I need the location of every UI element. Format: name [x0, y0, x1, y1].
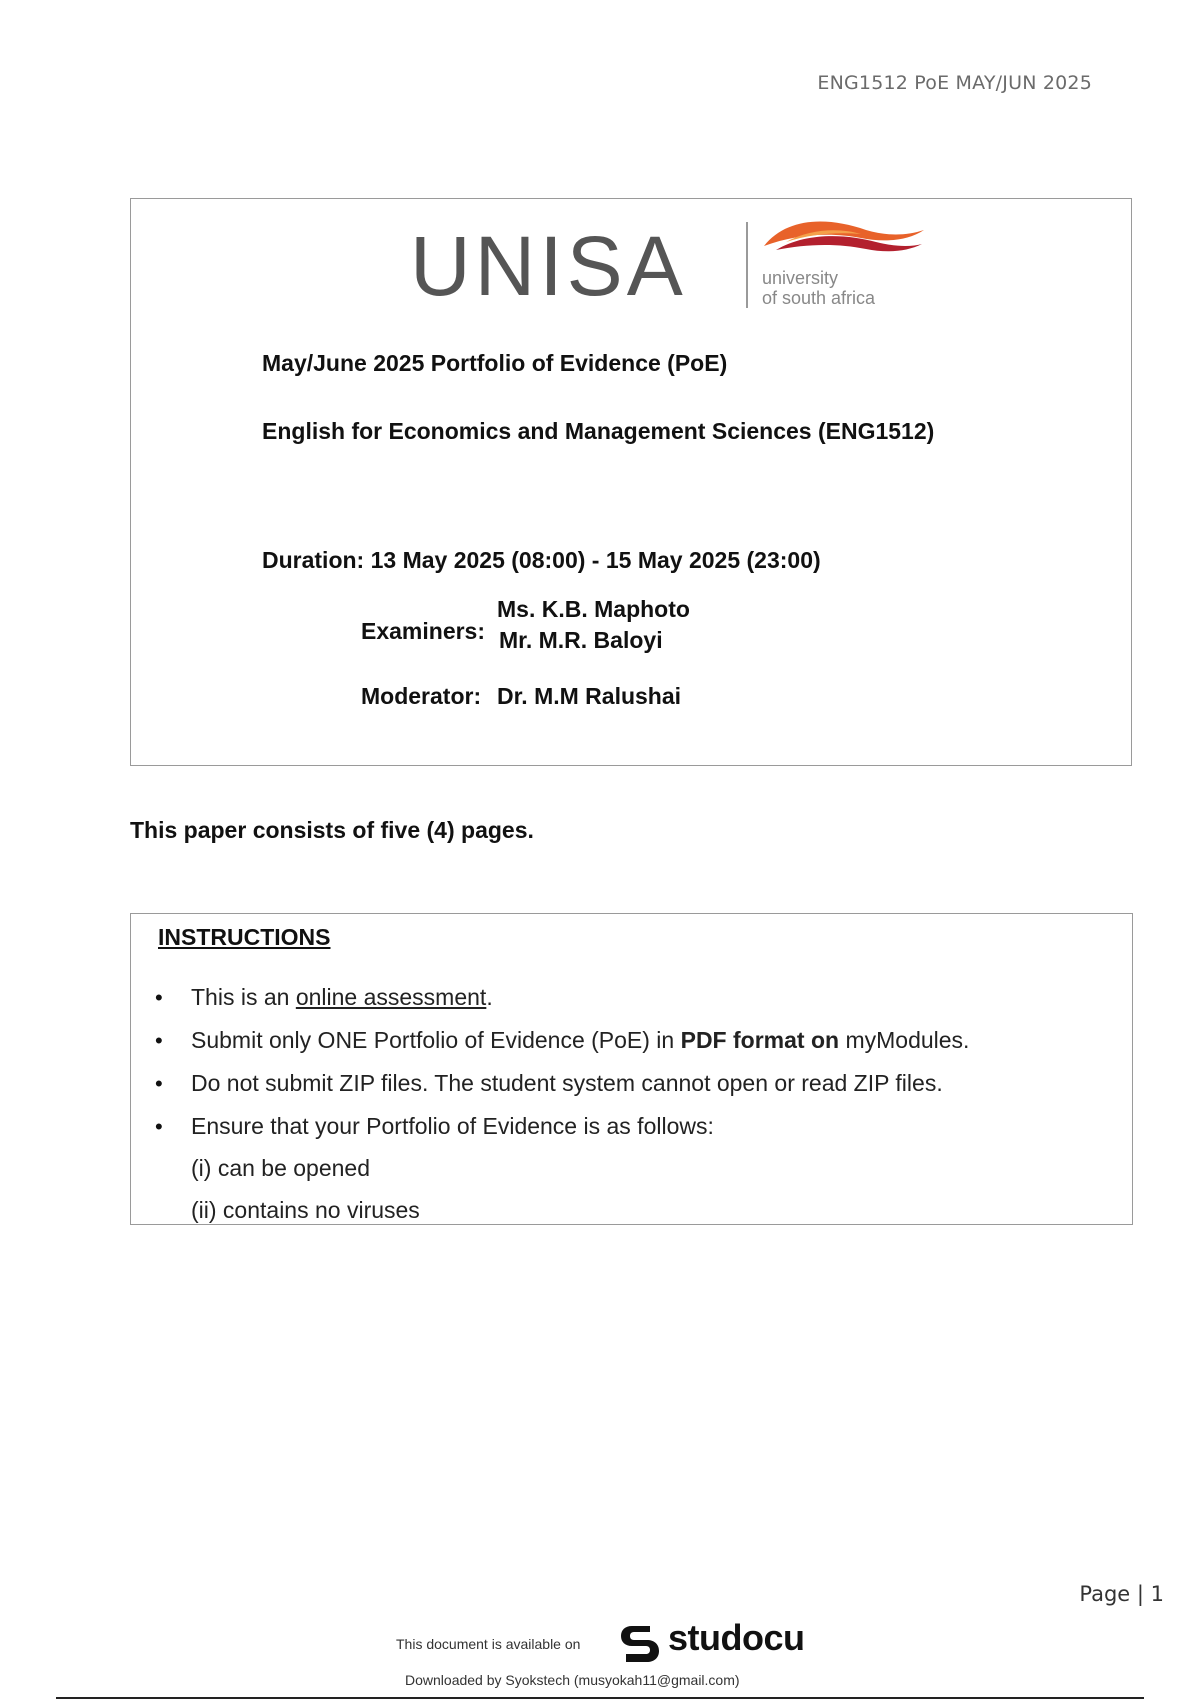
online-assessment-text: online assessment [295, 984, 487, 1010]
footer-rule [56, 1697, 1144, 1699]
moderator-name: Dr. M.M Ralushai [497, 683, 682, 709]
duration-value: 13 May 2025 (08:00) - 15 May 2025 (23:00) [370, 547, 821, 573]
instruction-sub-i: (i) can be opened [191, 1155, 371, 1181]
examiner-1: Ms. K.B. Maphoto [497, 596, 690, 622]
module-title: English for Economics and Management Sciences (ENG1512) [262, 418, 935, 444]
instruction-item-4: Ensure that your Portfolio of Evidence is as follows: [191, 1113, 714, 1139]
logo-tagline-2: of south africa [762, 288, 876, 308]
logo-divider [746, 222, 748, 308]
studocu-logo-icon [616, 1620, 664, 1668]
footer-downloaded-text: Downloaded by Syokstech (musyokah11@gmail.com) [405, 1672, 740, 1688]
instructions-heading: INSTRUCTIONS [158, 924, 331, 950]
duration-label: Duration: [262, 547, 365, 573]
swoosh-icon [756, 216, 926, 266]
pages-note: This paper consists of five (4) pages. [130, 817, 534, 843]
moderator-label: Moderator: [361, 683, 482, 709]
duration-line [262, 547, 821, 574]
instruction-sub-ii: (ii) contains no viruses [191, 1197, 420, 1223]
instruction-item-2: Submit only ONE Portfolio of Evidence (PoE) in PDF format on myModules. [191, 1027, 970, 1053]
running-header: ENG1512 PoE MAY/JUN 2025 [817, 72, 1092, 94]
unisa-logo [410, 216, 930, 316]
bullet-icon: • [155, 1028, 163, 1053]
examiner-2: Mr. M.R. Baloyi [499, 627, 663, 653]
logo-tagline-1: university [762, 268, 839, 288]
examiners-label: Examiners: [361, 618, 486, 644]
logo-wordmark: UNISA [410, 219, 687, 313]
studocu-brand[interactable]: studocu [668, 1617, 805, 1658]
bullet-icon: • [155, 985, 163, 1010]
footer-available-text: This document is available on [396, 1636, 581, 1652]
instruction-item-3: Do not submit ZIP files. The student system cannot open or read ZIP files. [191, 1070, 943, 1096]
bullet-icon: • [155, 1071, 163, 1096]
instruction-item-1: This is an online assessment. [191, 984, 493, 1010]
cover-title: May/June 2025 Portfolio of Evidence (PoE) [262, 350, 728, 376]
page-number: Page | 1 [1079, 1582, 1164, 1606]
bullet-icon: • [155, 1114, 163, 1139]
